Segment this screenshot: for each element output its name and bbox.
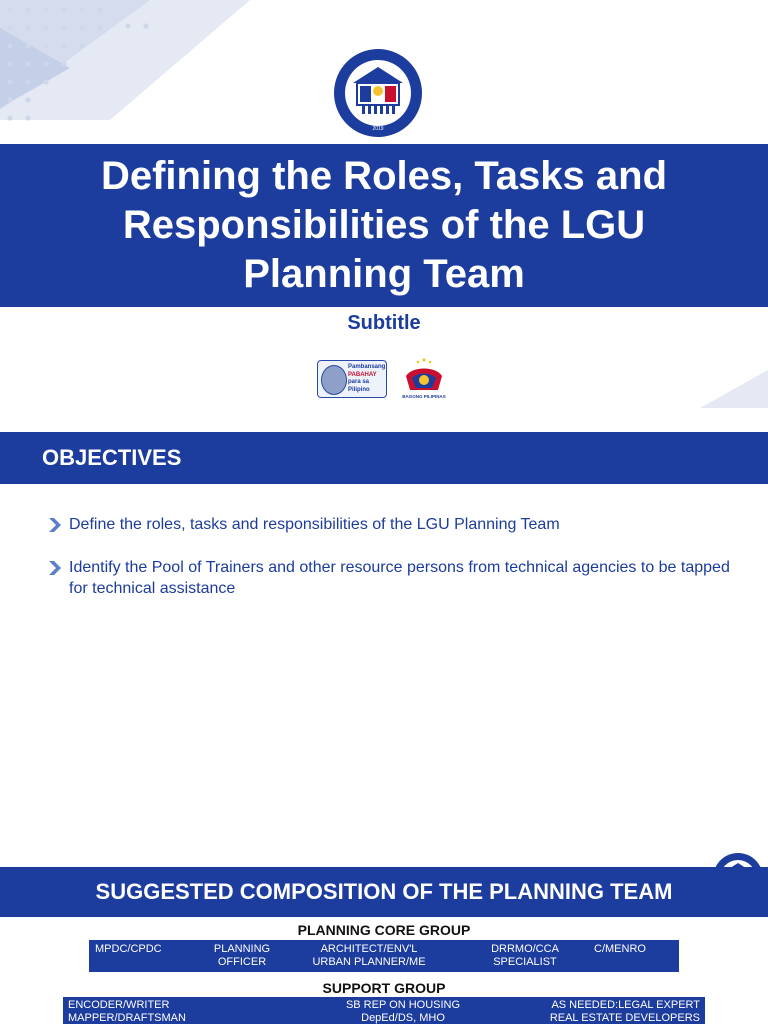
core-member [299,943,439,969]
logo-line: para sa [348,379,370,385]
support-member: REAL ESTATE DEVELOPERS [549,1012,700,1024]
core-member-line: SPECIALIST [493,956,557,968]
core-member [95,943,175,956]
list-item [48,514,748,535]
title-band [0,144,768,307]
core-member-line: URBAN PLANNER/ME [312,956,426,968]
core-member [197,943,287,969]
support-member: DepEd/DS, MHO [361,1012,445,1024]
core-member-line: C/MENRO [594,943,646,955]
slide-subtitle: Subtitle [347,312,421,334]
core-group-row [89,940,679,972]
chevron-right-icon [48,517,62,533]
support-group-title: SUPPORT GROUP [322,980,446,996]
composition-title: SUGGESTED COMPOSITION OF THE PLANNING TEAM [95,879,673,904]
support-group-row [63,997,705,1024]
objectives-band [0,432,768,484]
support-member: AS NEEDED:LEGAL EXPERT [551,999,700,1011]
composition-slide [0,852,768,1024]
bagong-pilipinas-icon [398,356,450,396]
support-column [503,999,700,1024]
support-member: MAPPER/DRAFTSMAN [68,1012,186,1024]
objective-text: Identify the Pool of Trainers and other resource persons from technical agencies to be tapped for technical assistance [69,559,730,597]
objectives-title: OBJECTIVES [42,445,182,470]
logo-line: Pilipino [348,386,370,393]
composition-band [0,867,768,917]
logo-line: Pambansang [348,364,386,370]
core-member-line: PLANNING [213,943,271,955]
bagong-pilipinas-text: BAGONG PILIPINAS [402,394,446,399]
core-group-title: PLANNING CORE GROUP [297,922,471,938]
core-member [594,943,684,956]
core-member [475,943,575,969]
title-slide [0,0,768,408]
svg-text:2019: 2019 [372,126,384,132]
core-member-line: DRRMO/CCA [491,943,559,955]
list-item [48,557,748,599]
support-member: ENCODER/WRITER [68,999,170,1011]
pambansang-pabahay-logo [317,360,387,398]
support-member: SB REP ON HOUSING [345,999,461,1011]
core-member-line: MPDC/CPDC [95,943,162,955]
chevron-right-icon [48,560,62,576]
bagong-pilipinas-logo [398,356,450,402]
pambansang-pabahay-text [348,364,386,394]
objective-text: Define the roles, tasks and responsibilities of the LGU Planning Team [69,516,560,533]
core-member-line: OFFICER [217,956,267,968]
dhsud-seal-icon [333,48,423,138]
slide-title: Defining the Roles, Tasks and Responsibilities of the LGU Planning Team [100,154,668,296]
objectives-list [48,514,748,621]
support-column [68,999,268,1024]
logo-line: PABAHAY [348,371,377,378]
objectives-slide [0,410,768,850]
portrait-icon [321,365,347,395]
support-column [323,999,483,1024]
core-member-line: ARCHITECT/ENV'L [320,943,418,955]
